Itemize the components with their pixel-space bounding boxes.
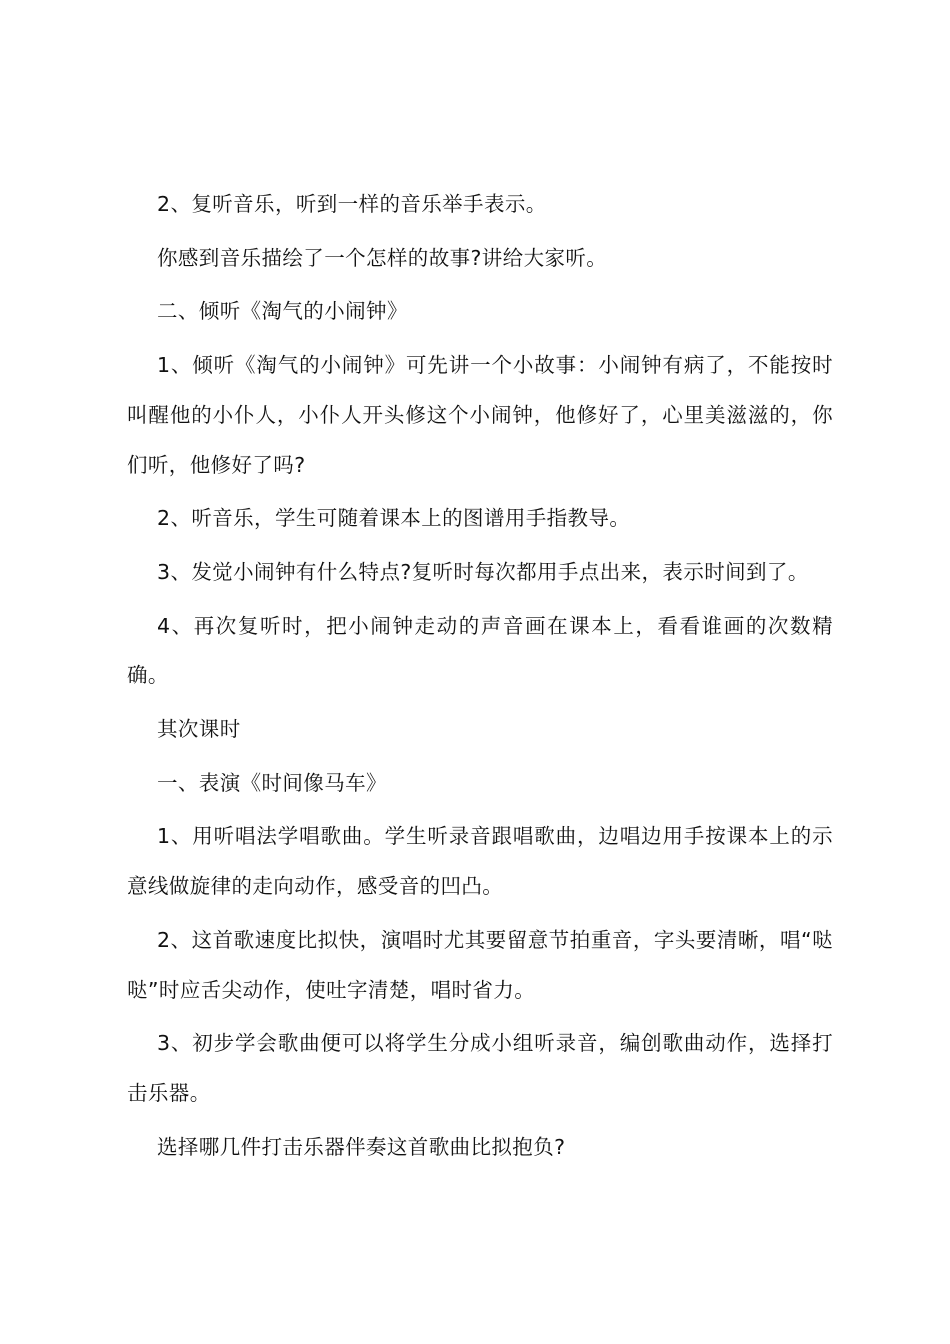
section-heading-naughty-clock: 二、倾听《淘气的小闹钟》 [157, 299, 408, 324]
paragraph-group-actions: 3、初步学会歌曲便可以将学生分成小组听录音，编创歌曲动作，选择打击乐器。 [127, 1031, 833, 1105]
paragraph-clock-features: 3、发觉小闹钟有什么特点?复听时每次都用手点出来，表示时间到了。 [157, 559, 809, 584]
paragraph-song-tempo: 2、这首歌速度比拟快，演唱时尤其要留意节拍重音，字头要清晰，唱“哒哒”时应舌尖动作，使吐字清楚，唱时省力。 [127, 927, 833, 1002]
paragraph-story-question: 你感到音乐描绘了一个怎样的故事?讲给大家听。 [157, 245, 608, 270]
lesson-heading-second: 其次课时 [157, 717, 241, 742]
paragraph-instrument-question: 选择哪几件打击乐器伴奏这首歌曲比拟抱负? [157, 1134, 566, 1159]
paragraph-listen-music: 2、听音乐，学生可随着课本上的图谱用手指教导。 [157, 506, 631, 531]
paragraph-draw-sounds: 4、再次复听时，把小闹钟走动的声音画在课本上，看看谁画的次数精确。 [127, 613, 833, 688]
paragraph-clock-story: 1、倾听《淘气的小闹钟》可先讲一个小故事：小闹钟有病了，不能按时叫醒他的小仆人，小仆人开头修这个小闹钟，他修好了，心里美滋滋的，你们听，他修好了吗? [127, 353, 833, 477]
document-body [127, 180, 833, 1176]
section-heading-time-carriage: 一、表演《时间像马车》 [157, 770, 387, 795]
paragraph-replay-music: 2、复听音乐，听到一样的音乐举手表示。 [157, 192, 547, 216]
paragraph-learn-song: 1、用听唱法学唱歌曲。学生听录音跟唱歌曲，边唱边用手按课本上的示意线做旋律的走向动作，感受音的凹凸。 [127, 824, 833, 899]
